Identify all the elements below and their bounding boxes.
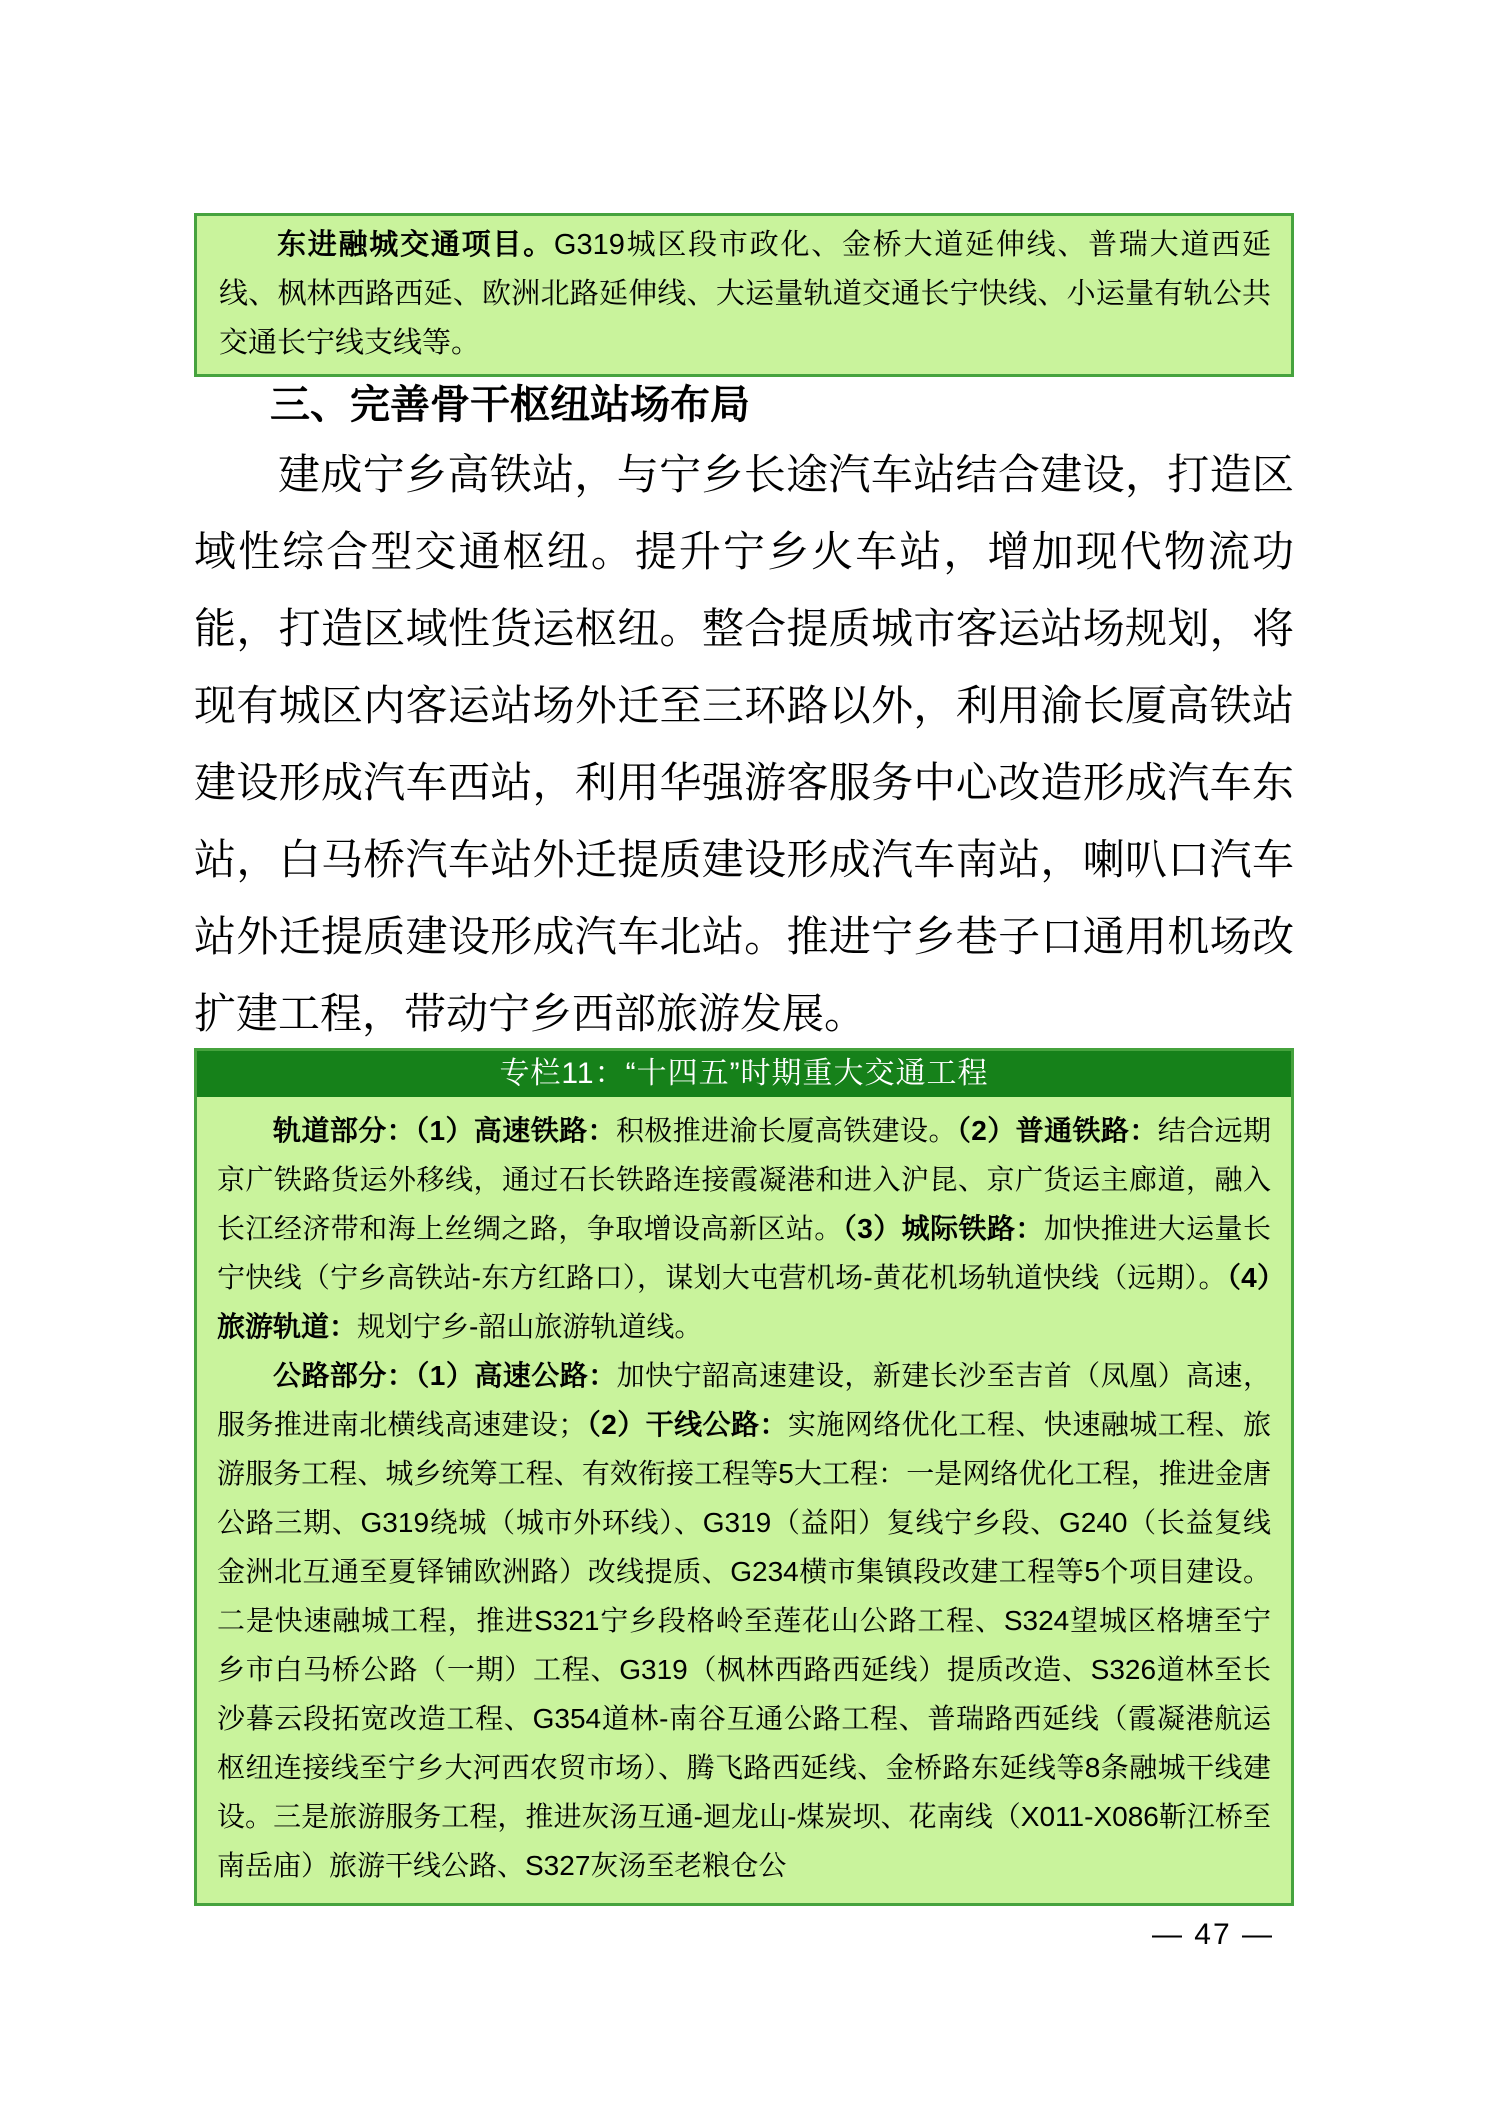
section-heading: 三、完善骨干枢纽站场布局 [270,383,750,427]
east-integration-project-text: 东进融城交通项目。G319城区段市政化、金桥大道延伸线、普瑞大道西延线、枫林西路西延、欧洲北路延伸线、大运量轨道交通长宁快线、小运量有轨公共交通长宁线支线等。 [219,229,1271,359]
road-section-paragraph: 公路部分：（1）高速公路：加快宁韶高速建设，新建长沙至吉首（凤凰）高速，服务推进南北横线高速建设；（2）干线公路：实施网络优化工程、快速融城工程、旅游服务工程、城乡统筹工程、有效衔接工程等5大工程：一是网络优化工程，推进金唐公路三期、G319绕城（城市外环线）、G319（益阳）复线宁乡段、G240（长益复线金洲北互通至夏铎铺欧洲路）改线提质、G234横市集镇段改建工程等5个项目建设。二是快速融城工程，推进S321宁乡段格岭至莲花山公路工程、S324望城区格塘至宁乡市白马桥公路（一期）工程、G319（枫林西路西延线）提质改造、S326道林至长沙暮云段拓宽改造工程、G354道林-南谷互通公路工程、普瑞路西延线（霞凝港航运枢纽连接线至宁乡大河西农贸市场）、腾飞路西延线、金桥路东延线等8条融城干线建设。三是旅游服务工程，推进灰汤互通-迴龙山-煤炭坝、花南线（X011-X086靳江桥至南岳庙）旅游干线公路、S327灰汤至老粮仓公 [217,1360,1271,1881]
column-11-title: 专栏11：“十四五”时期重大交通工程 [197,1051,1291,1097]
rail-section-paragraph: 轨道部分：（1）高速铁路：积极推进渝长厦高铁建设。（2）普通铁路：结合远期京广铁路货运外移线，通过石长铁路连接霞凝港和进入沪昆、京广货运主廊道，融入长江经济带和海上丝绸之路，争取增设高新区站。（3）城际铁路：加快推进大运量长宁快线（宁乡高铁站-东方红路口），谋划大屯营机场-黄花机场轨道快线（远期）。（4）旅游轨道：规划宁乡-韶山旅游轨道线。 [217,1115,1272,1342]
east-integration-project-box [194,213,1294,377]
body-paragraph: 建成宁乡高铁站，与宁乡长途汽车站结合建设，打造区域性综合型交通枢纽。提升宁乡火车站，增加现代物流功能，打造区域性货运枢纽。整合提质城市客运站场规划，将现有城区内客运站场外迁至三环路以外，利用渝长厦高铁站建设形成汽车西站，利用华强游客服务中心改造形成汽车东站，白马桥汽车站外迁提质建设形成汽车南站，喇叭口汽车站外迁提质建设形成汽车北站。推进宁乡巷子口通用机场改扩建工程，带动宁乡西部旅游发展。 [194,451,1294,1037]
column-11-body [197,1097,1291,1903]
column-11-box [194,1048,1294,1906]
page-number: — 47 — [1151,1918,1274,1951]
